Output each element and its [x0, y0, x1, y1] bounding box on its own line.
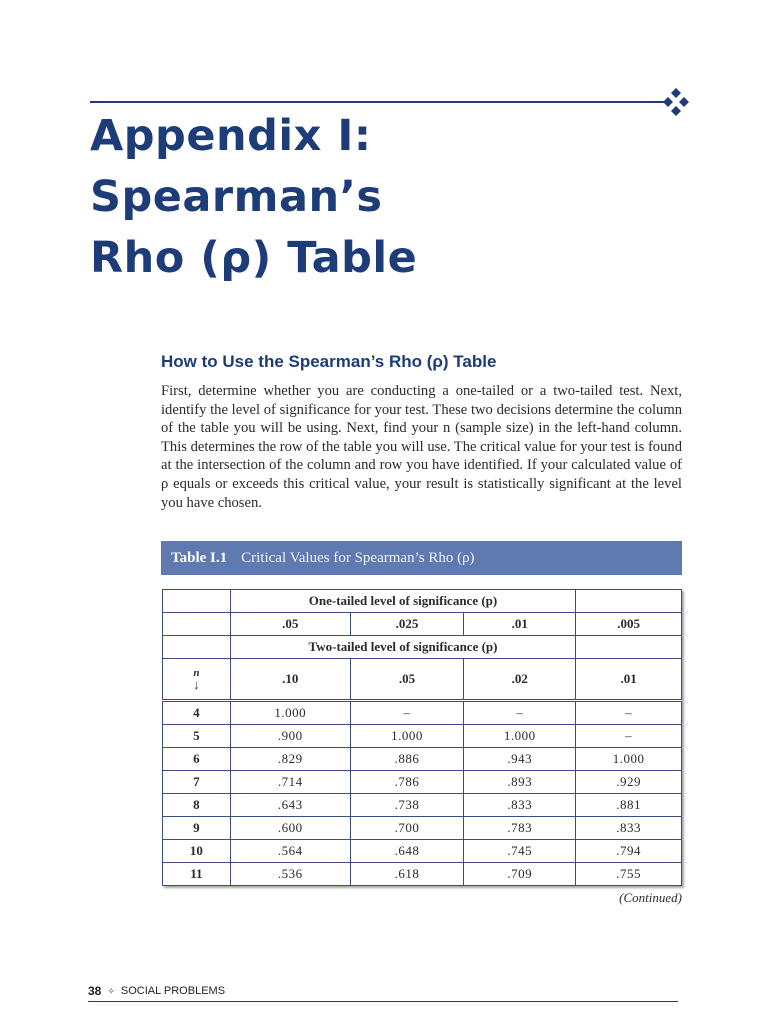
one-tailed-level: .005 — [576, 613, 682, 636]
critical-value-cell: .648 — [350, 840, 464, 863]
continued-note: (Continued) — [619, 890, 682, 905]
four-diamond-ornament-icon — [660, 88, 692, 116]
one-tailed-header: One-tailed level of significance (p) — [230, 590, 575, 613]
critical-value-cell: 1.000 — [230, 701, 350, 725]
table-row — [163, 794, 682, 817]
section-heading: How to Use the Spearman’s Rho (ρ) Table — [161, 352, 497, 371]
two-tailed-level: .02 — [464, 659, 576, 701]
critical-value-cell: .881 — [576, 794, 682, 817]
critical-value-cell: .745 — [464, 840, 576, 863]
critical-value-cell: .618 — [350, 863, 464, 886]
critical-value-cell: – — [350, 701, 464, 725]
two-tailed-header: Two-tailed level of significance (p) — [230, 636, 575, 659]
critical-value-cell: .833 — [576, 817, 682, 840]
blank-cell — [163, 590, 231, 613]
critical-value-cell: 1.000 — [464, 725, 576, 748]
critical-value-cell: .886 — [350, 748, 464, 771]
critical-value-cell: .929 — [576, 771, 682, 794]
n-cell: 10 — [163, 840, 231, 863]
one-tailed-level: .05 — [230, 613, 350, 636]
critical-values-table — [162, 589, 682, 886]
critical-value-cell: .700 — [350, 817, 464, 840]
critical-value-cell: .893 — [464, 771, 576, 794]
n-column-header — [163, 659, 231, 701]
blank-cell — [576, 636, 682, 659]
table-body — [163, 701, 682, 886]
critical-value-cell: .829 — [230, 748, 350, 771]
n-cell: 4 — [163, 701, 231, 725]
one-tailed-level: .025 — [350, 613, 464, 636]
critical-value-cell: .786 — [350, 771, 464, 794]
n-cell: 7 — [163, 771, 231, 794]
n-cell: 8 — [163, 794, 231, 817]
n-cell: 5 — [163, 725, 231, 748]
critical-value-cell: .564 — [230, 840, 350, 863]
critical-value-cell: .755 — [576, 863, 682, 886]
header-row-two-tailed — [163, 636, 682, 659]
diamond-icon: ✧ — [107, 985, 115, 996]
blank-cell — [163, 636, 231, 659]
n-cell: 11 — [163, 863, 231, 886]
critical-value-cell: .536 — [230, 863, 350, 886]
critical-value-cell: .714 — [230, 771, 350, 794]
chapter-title-line: Rho (ρ) Table — [90, 233, 418, 283]
critical-value-cell: .600 — [230, 817, 350, 840]
blank-cell — [576, 590, 682, 613]
header-row-one-tailed — [163, 590, 682, 613]
chapter-title-line: Spearman’s — [90, 172, 383, 222]
body-paragraph: First, determine whether you are conducting a one-tailed or a two-tailed test. Next, identify the level of significance for your test. These two decisions determine the column of the table you will be using. Next, find your n (sample size) in the left-hand column. This determines the row of the table you will use. The critical value for your test is found at the intersection of the column and row you have identified. If your calculated value of ρ equals or exceeds this critical value, your result is statistically significant at the level you have chosen. — [161, 383, 682, 511]
critical-value-cell: 1.000 — [576, 748, 682, 771]
critical-value-cell: – — [464, 701, 576, 725]
header-row-two-tailed-levels — [163, 659, 682, 701]
critical-value-cell: .783 — [464, 817, 576, 840]
table-row — [163, 771, 682, 794]
two-tailed-level: .10 — [230, 659, 350, 701]
down-arrow-icon: ↓ — [193, 677, 200, 692]
page-number: 38 — [88, 984, 102, 998]
critical-value-cell: – — [576, 725, 682, 748]
top-rule — [90, 101, 664, 103]
table-row — [163, 725, 682, 748]
two-tailed-level: .01 — [576, 659, 682, 701]
table-label: Table I.1 — [171, 549, 228, 566]
two-tailed-level: .05 — [350, 659, 464, 701]
critical-value-cell: .943 — [464, 748, 576, 771]
critical-value-cell: .643 — [230, 794, 350, 817]
header-row-one-tailed-levels — [163, 613, 682, 636]
n-label: n — [193, 667, 200, 679]
page-footer — [88, 984, 225, 998]
n-cell: 9 — [163, 817, 231, 840]
table-row — [163, 840, 682, 863]
footer-rule — [88, 1001, 678, 1002]
table-row — [163, 817, 682, 840]
table-title: Critical Values for Spearman’s Rho (ρ) — [241, 549, 475, 566]
critical-value-cell: .738 — [350, 794, 464, 817]
critical-value-cell: .709 — [464, 863, 576, 886]
table-row — [163, 863, 682, 886]
one-tailed-level: .01 — [464, 613, 576, 636]
table-caption — [161, 541, 682, 575]
n-cell: 6 — [163, 748, 231, 771]
critical-value-cell: – — [576, 701, 682, 725]
critical-value-cell: 1.000 — [350, 725, 464, 748]
table-row — [163, 701, 682, 725]
critical-value-cell: .833 — [464, 794, 576, 817]
chapter-title-line: Appendix I: — [90, 111, 372, 161]
chapter-title — [90, 106, 650, 289]
critical-value-cell: .794 — [576, 840, 682, 863]
critical-value-cell: .900 — [230, 725, 350, 748]
table-row — [163, 748, 682, 771]
book-title: SOCIAL PROBLEMS — [120, 985, 226, 997]
blank-cell — [163, 613, 231, 636]
